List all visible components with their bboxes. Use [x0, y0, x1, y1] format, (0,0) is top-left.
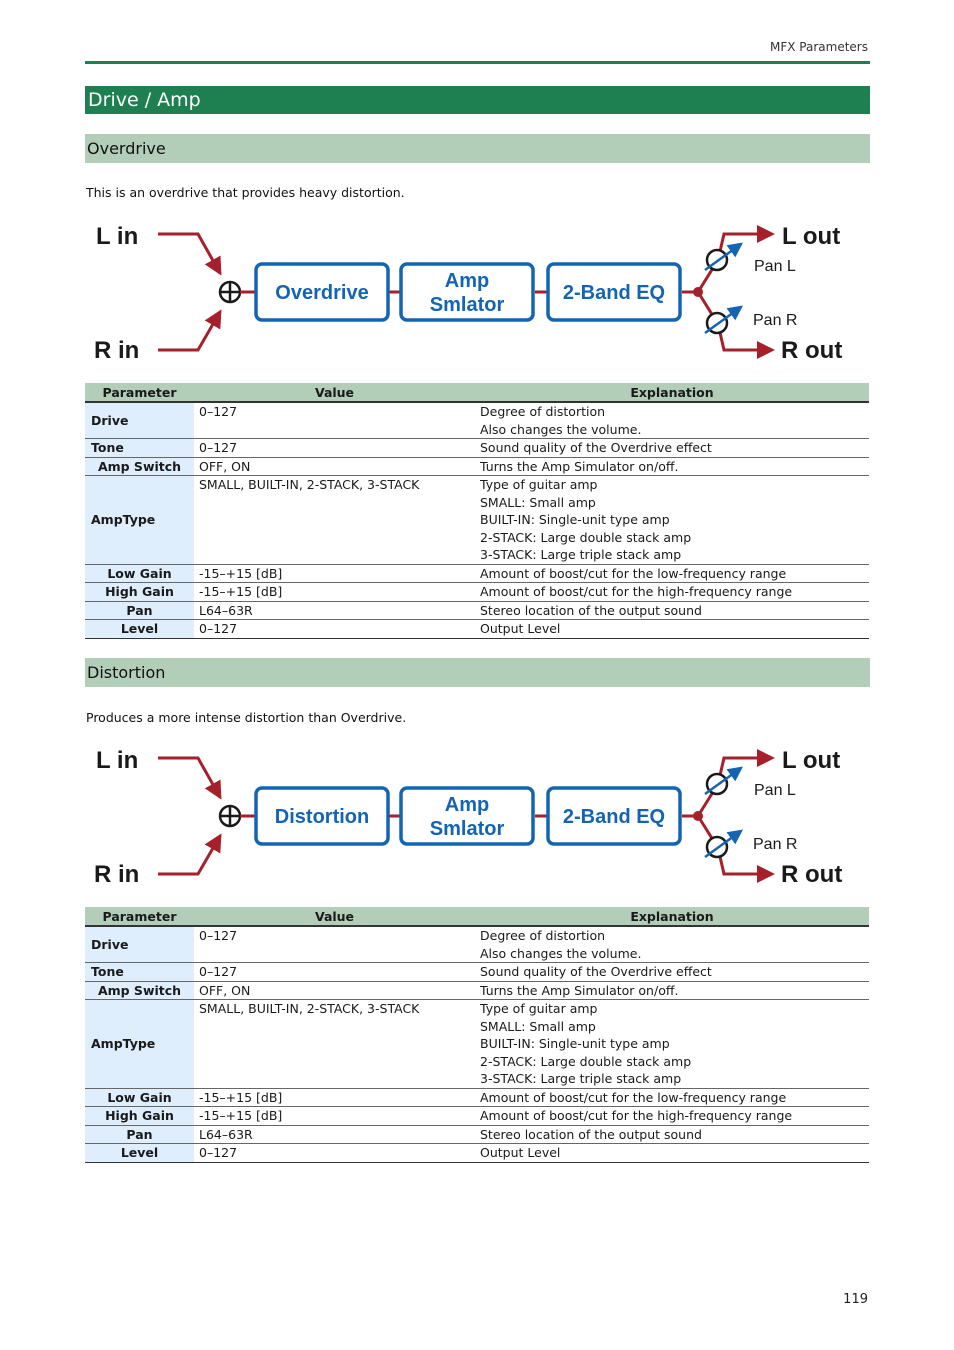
l-in-signal-line	[158, 234, 220, 273]
explanation-line: Type of guitar amp	[480, 1001, 598, 1016]
column-header-explanation: Explanation	[475, 383, 869, 402]
explanation-line: 3-STACK: Large triple stack amp	[480, 547, 682, 562]
table-row	[85, 457, 869, 476]
pan-l-label: Pan L	[754, 782, 796, 799]
table-row	[85, 402, 869, 439]
table-row	[85, 926, 869, 963]
explanation-line: Amount of boost/cut for the high-frequency range	[480, 1108, 793, 1123]
parameter-name: High Gain	[85, 583, 194, 602]
table-row	[85, 1107, 869, 1126]
parameter-value: OFF, ON	[194, 981, 475, 1000]
explanation-line: Amount of boost/cut for the high-frequency range	[480, 584, 793, 599]
parameter-explanation	[475, 583, 869, 602]
explanation-line: Also changes the volume.	[480, 945, 642, 961]
parameter-value: 0–127	[194, 439, 475, 458]
explanation-line: Stereo location of the output sound	[480, 1126, 702, 1142]
section-title-overdrive: Overdrive	[85, 134, 870, 163]
table-row	[85, 564, 869, 583]
section-description-overdrive: This is an overdrive that provides heavy distortion.	[86, 185, 405, 200]
eq-block-label: 2-Band EQ	[562, 282, 666, 304]
parameter-name: Low Gain	[85, 564, 194, 583]
table-row	[85, 583, 869, 602]
l-out-label: L out	[782, 747, 841, 774]
l-in-label: L in	[96, 747, 139, 774]
explanation-line: Degree of distortion	[480, 404, 606, 419]
signal-flow-diagram-overdrive	[86, 218, 846, 370]
parameter-explanation	[475, 963, 869, 982]
parameter-explanation	[475, 981, 869, 1000]
effect-block-label: Overdrive	[275, 282, 369, 304]
page-title: Drive / Amp	[85, 86, 870, 114]
section-title-distortion: Distortion	[85, 658, 870, 687]
table-row	[85, 601, 869, 620]
r-out-label: R out	[781, 861, 843, 888]
column-header-parameter: Parameter	[85, 907, 194, 926]
column-header-explanation: Explanation	[475, 907, 869, 926]
parameter-explanation	[475, 439, 869, 458]
parameter-name: Pan	[85, 1125, 194, 1144]
explanation-line: SMALL: Small amp	[480, 1018, 596, 1034]
explanation-line: Amount of boost/cut for the low-frequency range	[480, 1089, 787, 1105]
parameter-table-overdrive	[85, 383, 869, 639]
column-header-value: Value	[194, 907, 475, 926]
parameter-name: Drive	[85, 926, 194, 963]
parameter-explanation	[475, 564, 869, 583]
running-header: MFX Parameters	[770, 40, 868, 54]
parameter-value: -15–+15 [dB]	[194, 1088, 475, 1107]
parameter-value: -15–+15 [dB]	[194, 1107, 475, 1126]
parameter-explanation	[475, 1144, 869, 1163]
amp-simulator-label-line2: Smlator	[429, 294, 505, 316]
parameter-value: -15–+15 [dB]	[194, 564, 475, 583]
table-row	[85, 963, 869, 982]
explanation-line: BUILT-IN: Single-unit type amp	[480, 512, 670, 527]
explanation-line: Output Level	[480, 1145, 561, 1160]
parameter-explanation	[475, 1125, 869, 1144]
parameter-explanation	[475, 402, 869, 439]
parameter-value: L64–63R	[194, 1125, 475, 1144]
pan-r-label: Pan R	[753, 836, 798, 853]
table-row	[85, 1144, 869, 1163]
header-rule	[85, 61, 870, 64]
pan-l-label: Pan L	[754, 258, 796, 275]
column-header-parameter: Parameter	[85, 383, 194, 402]
signal-flow-diagram-distortion	[86, 742, 846, 894]
explanation-line: 2-STACK: Large double stack amp	[480, 529, 692, 545]
parameter-name: AmpType	[85, 1000, 194, 1089]
parameter-name: Pan	[85, 601, 194, 620]
l-in-label: L in	[96, 223, 139, 250]
amp-simulator-label-line2: Smlator	[429, 818, 505, 840]
r-out-label: R out	[781, 337, 843, 364]
l-in-signal-line	[158, 758, 220, 797]
parameter-name: High Gain	[85, 1107, 194, 1126]
parameter-name: AmpType	[85, 476, 194, 565]
amp-simulator-label-line1: Amp	[444, 270, 490, 292]
explanation-line: Stereo location of the output sound	[480, 602, 702, 618]
parameter-value: OFF, ON	[194, 457, 475, 476]
parameter-value: 0–127	[194, 620, 475, 639]
parameter-explanation	[475, 457, 869, 476]
parameter-value: SMALL, BUILT-IN, 2-STACK, 3-STACK	[194, 1000, 475, 1089]
parameter-explanation	[475, 620, 869, 639]
explanation-line: Also changes the volume.	[480, 421, 642, 437]
table-row	[85, 981, 869, 1000]
explanation-line: Sound quality of the Overdrive effect	[480, 440, 712, 455]
parameter-value: L64–63R	[194, 601, 475, 620]
explanation-line: Output Level	[480, 621, 561, 636]
table-row	[85, 1088, 869, 1107]
parameter-value: SMALL, BUILT-IN, 2-STACK, 3-STACK	[194, 476, 475, 565]
parameter-explanation	[475, 1000, 869, 1089]
table-row	[85, 1000, 869, 1089]
explanation-line: Sound quality of the Overdrive effect	[480, 964, 712, 979]
table-row	[85, 476, 869, 565]
parameter-name: Tone	[85, 963, 194, 982]
parameter-table-distortion	[85, 907, 869, 1163]
parameter-name: Level	[85, 620, 194, 639]
parameter-value: 0–127	[194, 402, 475, 439]
parameter-name: Amp Switch	[85, 981, 194, 1000]
l-out-label: L out	[782, 223, 841, 250]
parameter-explanation	[475, 601, 869, 620]
parameter-explanation	[475, 1107, 869, 1126]
effect-block-label: Distortion	[274, 806, 370, 828]
pan-r-label: Pan R	[753, 312, 798, 329]
parameter-value: -15–+15 [dB]	[194, 583, 475, 602]
explanation-line: Amount of boost/cut for the low-frequency range	[480, 565, 787, 581]
explanation-line: Turns the Amp Simulator on/off.	[480, 982, 679, 998]
parameter-name: Drive	[85, 402, 194, 439]
explanation-line: 3-STACK: Large triple stack amp	[480, 1071, 682, 1086]
page-number: 119	[843, 1292, 868, 1307]
explanation-line: 2-STACK: Large double stack amp	[480, 1053, 692, 1069]
explanation-line: Type of guitar amp	[480, 477, 598, 492]
parameter-explanation	[475, 926, 869, 963]
column-header-value: Value	[194, 383, 475, 402]
parameter-name: Low Gain	[85, 1088, 194, 1107]
explanation-line: BUILT-IN: Single-unit type amp	[480, 1036, 670, 1051]
r-in-signal-line	[158, 836, 220, 874]
section-description-distortion: Produces a more intense distortion than Overdrive.	[86, 710, 407, 725]
r-in-label: R in	[94, 861, 140, 888]
r-in-label: R in	[94, 337, 140, 364]
table-row	[85, 439, 869, 458]
parameter-explanation	[475, 1088, 869, 1107]
parameter-name: Level	[85, 1144, 194, 1163]
parameter-value: 0–127	[194, 963, 475, 982]
parameter-explanation	[475, 476, 869, 565]
table-row	[85, 1125, 869, 1144]
explanation-line: Turns the Amp Simulator on/off.	[480, 458, 679, 474]
eq-block-label: 2-Band EQ	[562, 806, 666, 828]
amp-simulator-label-line1: Amp	[444, 794, 490, 816]
explanation-line: Degree of distortion	[480, 928, 606, 943]
parameter-name: Tone	[85, 439, 194, 458]
table-row	[85, 620, 869, 639]
explanation-line: SMALL: Small amp	[480, 494, 596, 510]
parameter-name: Amp Switch	[85, 457, 194, 476]
r-in-signal-line	[158, 312, 220, 350]
parameter-value: 0–127	[194, 926, 475, 963]
parameter-value: 0–127	[194, 1144, 475, 1163]
